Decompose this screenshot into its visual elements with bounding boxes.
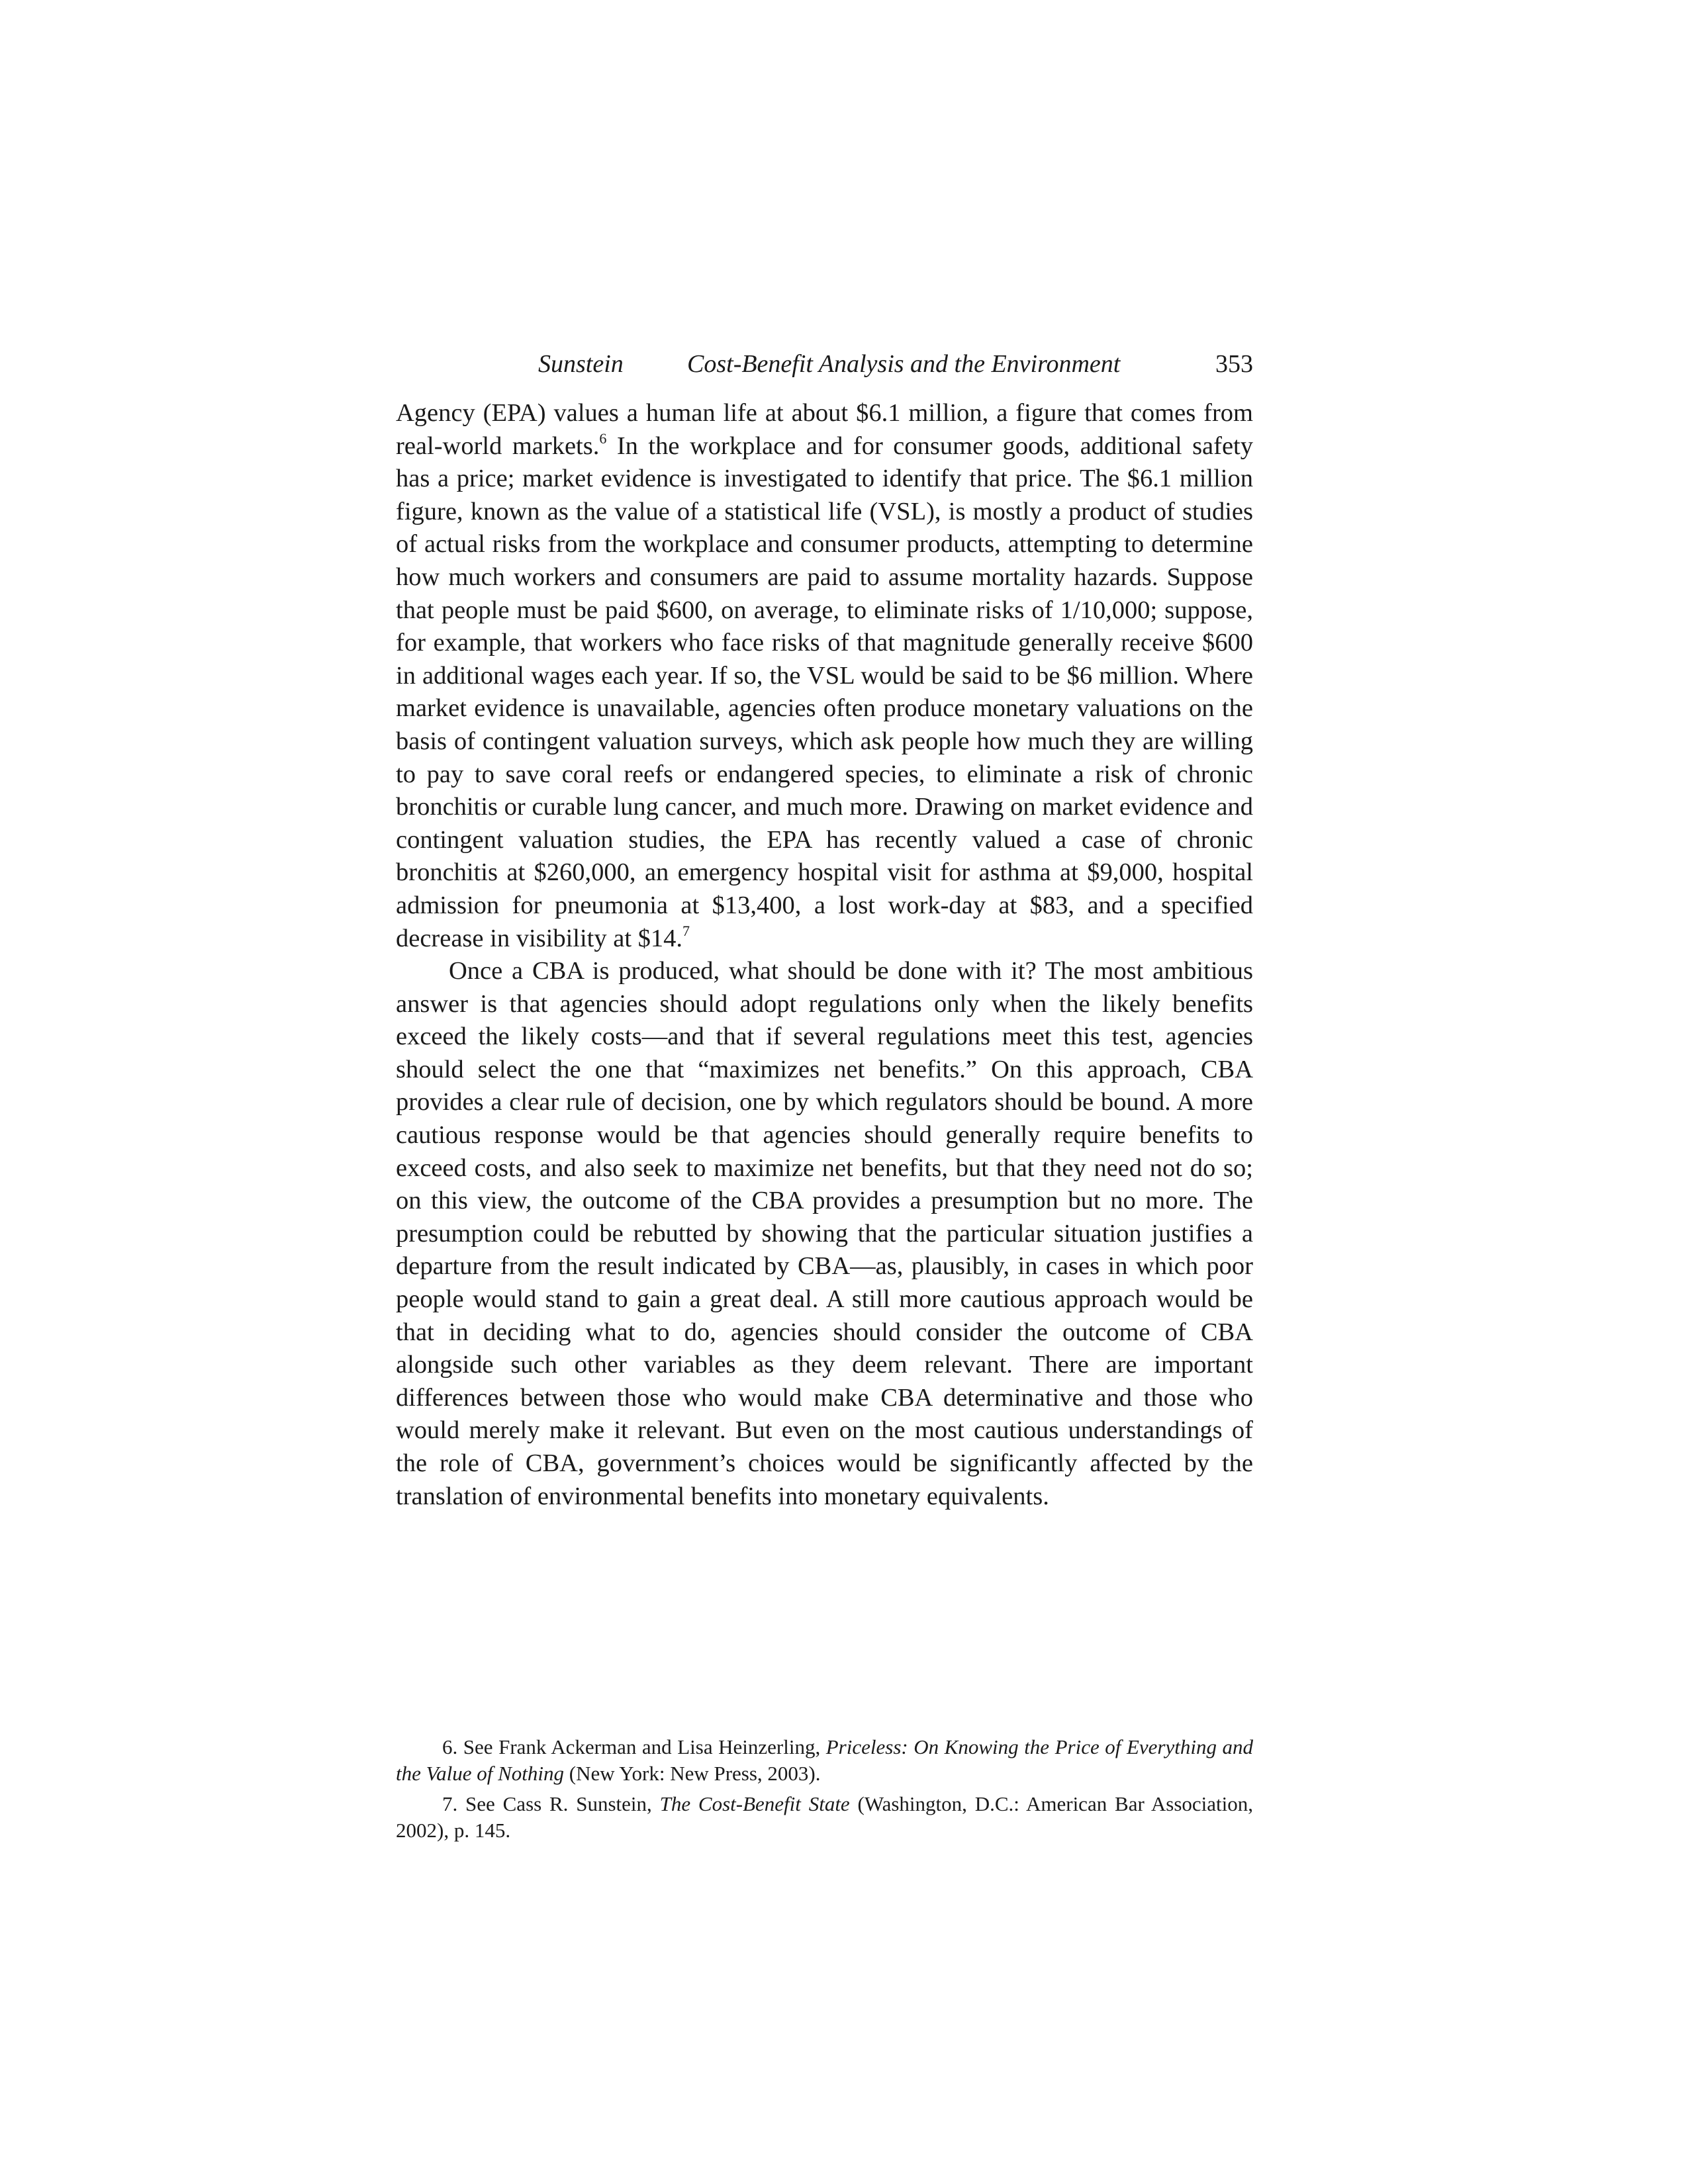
footnote-6-tail: (New York: New Press, 2003). [564, 1762, 821, 1785]
running-head-author: Sunstein [538, 350, 624, 378]
running-head-title: Cost-Benefit Analysis and the Environment [687, 350, 1121, 378]
footnote-7-tail: (Washington, D.C.: American Bar Association, 2002), p. 145. [396, 1792, 1253, 1842]
footnote-ref-7: 7 [682, 922, 690, 939]
footnotes [396, 1734, 1253, 1844]
paragraph-2: Once a CBA is produced, what should be done with it? The most ambitious answer is that agencies should adopt regulations only when the likely benefits exceed the likely costs—and that if several regulations meet this test, agencies should select the one that “maximizes net benefits.” On this approach, CBA provides a clear rule of decision, one by which regulators should be bound. A more cautious response would be that agencies should generally require benefits to exceed costs, and also seek to maximize net benefits, but that they need not do so; on this view, the outcome of the CBA provides a presumption but no more. The presumption could be rebutted by showing that the particular situation justifies a departure from the result indicated by CBA—as, plausibly, in cases in which poor people would stand to gain a great deal. A still more cautious approach would be that in deciding what to do, agencies should consider the outcome of CBA alongside such other variables as they deem relevant. There are important differences between those who would make CBA determinative and those who would merely make it relevant. But even on the most cautious understandings of the role of CBA, government’s choices would be significantly affected by the translation of environmental benefits into monetary equivalents. [396, 957, 1253, 1510]
page-number: 353 [1215, 350, 1253, 378]
footnote-ref-6: 6 [599, 430, 607, 447]
paragraph-1-text-b: In the workplace and for consumer goods, additional safety has a price; market evidence is investigated to identify that price. The $6.1 million figure, known as the value of a statistical life (VSL), is mostly a product of studies of actual risks from the workplace and consumer products, attempting to determine how much workers and consumers are paid to assume mortality hazards. Suppose that people must be paid $600, on average, to eliminate risks of 1/10,000; suppose, for example, that workers who face risks of that magnitude generally receive $600 in additional wages each year. If so, the VSL would be said to be $6 million. Where market evidence is unavailable, agencies often produce monetary valuations on the basis of contingent valuation surveys, which ask people how much they are willing to pay to save coral reefs or endangered species, to eliminate a risk of chronic bronchitis or curable lung cancer, and much more. Drawing on market evidence and contingent valuation studies, the EPA has recently valued a case of chronic bronchitis at $260,000, an emergency hospital visit for asthma at $9,000, hospital admission for pneumonia at $13,400, a lost work-day at $83, and a specified decrease in visibility at $14. [396, 432, 1253, 952]
footnote-6-lead: 6. See Frank Ackerman and Lisa Heinzerling, [442, 1735, 826, 1758]
footnote-7 [396, 1791, 1253, 1844]
paragraph-1 [396, 397, 1253, 955]
running-head [396, 344, 1253, 384]
footnote-7-lead: 7. See Cass R. Sunstein, [442, 1792, 660, 1815]
footnote-7-title: The Cost-Benefit State [659, 1792, 850, 1815]
paragraph-1-text-a: Agency (EPA) values a human life at about $6.1 million, a figure that comes from real-world markets. [396, 399, 1253, 460]
body-text [396, 397, 1253, 1513]
footnote-6 [396, 1734, 1253, 1787]
footnote-6-title: Priceless: On Knowing the Price of Everything and the Value of Nothing [396, 1735, 1253, 1785]
